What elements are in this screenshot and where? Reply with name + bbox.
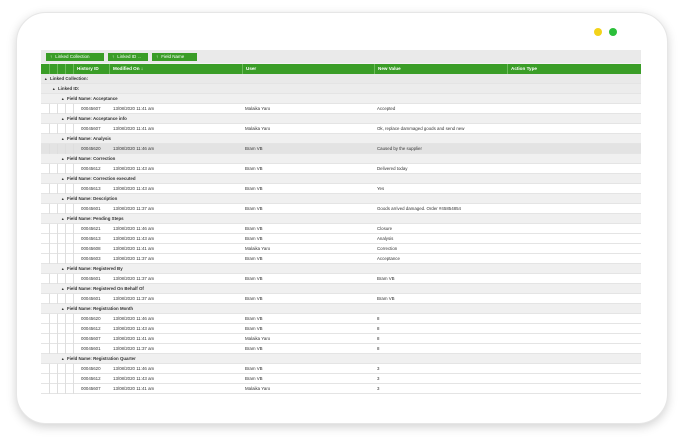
modified-on-cell: 13/08/2020 11:41 am [113,106,155,111]
history-id-cell: 00045612 [81,326,101,331]
modified-on-cell: 13/08/2020 11:37 am [113,296,155,301]
new-value-cell: Caused by the supplier [377,146,422,151]
modified-on-cell: 13/08/2020 11:43 am [113,186,155,191]
row-gutter [65,234,74,244]
group-row-label: Field Name: Registered By [67,266,123,271]
user-cell: Bram VB [245,326,263,331]
collapse-triangle-icon[interactable]: ▲ [61,157,65,161]
group-row[interactable] [41,134,641,144]
group-row-label: Field Name: Description [67,196,118,201]
table-row[interactable] [41,314,641,324]
user-cell: Bram VB [245,226,263,231]
new-value-cell: Yes [377,186,385,191]
row-gutter [65,314,74,324]
column-header-label: Modified On [113,66,140,71]
header-gutter [41,64,49,74]
table-row[interactable] [41,184,641,194]
modified-on-cell: 13/08/2020 11:37 am [113,206,155,211]
history-id-cell: 00045603 [81,256,101,261]
table-row[interactable] [41,324,641,334]
row-gutter [65,254,74,264]
table-row[interactable] [41,104,641,114]
arrow-up-icon: ↑ [50,54,53,59]
column-header-new-value[interactable] [374,64,507,74]
modified-on-cell: 13/08/2020 11:46 am [113,316,155,321]
user-cell: Bram VB [245,166,263,171]
row-gutter [65,274,74,284]
group-row[interactable] [41,114,641,124]
group-row-label: Field Name: Registered On Behalf Of [67,286,144,291]
header-gutter [65,64,73,74]
user-cell: Malaika Yaro [245,106,271,111]
new-value-cell: Acceptance [377,256,400,261]
modified-on-cell: 13/08/2020 11:43 am [113,376,155,381]
modified-on-cell: 13/08/2020 11:43 am [113,166,155,171]
group-row[interactable] [41,94,641,104]
row-gutter [65,104,74,114]
modified-on-cell: 13/08/2020 11:46 am [113,146,155,151]
table-row[interactable] [41,294,641,304]
history-id-cell: 00045608 [81,246,101,251]
row-gutter [65,324,74,334]
user-cell: Malaika Yaro [245,246,271,251]
history-id-cell: 00045613 [81,236,101,241]
history-id-cell: 00045601 [81,346,101,351]
green-dot-icon [609,28,617,36]
more-icon: .. [138,54,141,59]
history-id-cell: 00045607 [81,126,101,131]
column-header-label: New Value [378,66,401,71]
group-row-label: Linked ID: [58,86,80,91]
new-value-cell: 8 [377,326,380,331]
column-header-modified-on[interactable] [109,64,242,74]
yellow-dot-icon [594,28,602,36]
history-id-cell: 00045607 [81,386,101,391]
group-by-bar [41,50,641,63]
modified-on-cell: 13/08/2020 11:43 am [113,326,155,331]
row-gutter [65,124,74,134]
modified-on-cell: 13/08/2020 11:43 am [113,236,155,241]
modified-on-cell: 13/08/2020 11:41 am [113,386,155,391]
group-row-label: Field Name: Correction executed [67,176,136,181]
arrow-up-icon: ↑ [112,54,115,59]
group-row[interactable] [41,354,641,364]
table-row[interactable] [41,124,641,134]
row-gutter [65,334,74,344]
new-value-cell: Closure [377,226,393,231]
table-row[interactable] [41,224,641,234]
column-header-user[interactable] [242,64,374,74]
history-id-cell: 00045607 [81,106,101,111]
column-header-label: Action Type [511,66,537,71]
user-cell: Bram VB [245,316,263,321]
modified-on-cell: 13/08/2020 11:46 am [113,366,155,371]
new-value-cell: 8 [377,316,380,321]
column-header-label: User [246,66,257,71]
new-value-cell: 3 [377,386,380,391]
history-id-cell: 00045620 [81,316,101,321]
collapse-triangle-icon[interactable]: ▲ [61,177,65,181]
collapse-triangle-icon[interactable]: ▲ [52,87,56,91]
column-header-action-type[interactable] [507,64,641,74]
modified-on-cell: 13/08/2020 11:37 am [113,256,155,261]
history-id-cell: 00045620 [81,366,101,371]
table-row[interactable] [41,164,641,174]
group-row-label: Field Name: Acceptance [67,96,118,101]
group-chip-label: Linked Collection [55,54,90,59]
new-value-cell: 8 [377,336,380,341]
history-id-cell: 00045601 [81,296,101,301]
new-value-cell: Analysis [377,236,394,241]
group-row-label: Field Name: Acceptance info [67,116,127,121]
row-gutter [65,184,74,194]
group-row[interactable] [41,154,641,164]
header-gutter [49,64,57,74]
collapse-triangle-icon[interactable]: ▲ [61,117,65,121]
new-value-cell: Bram VB [377,276,395,281]
table-row[interactable] [41,364,641,374]
collapse-triangle-icon[interactable]: ▲ [61,97,65,101]
table-row[interactable] [41,244,641,254]
group-row-label: Field Name: Correction [67,156,116,161]
user-cell: Bram VB [245,256,263,261]
user-cell: Bram VB [245,296,263,301]
group-row-label: Field Name: Registration Quarter [67,356,136,361]
group-row[interactable] [41,304,641,314]
new-value-cell: Accepted [377,106,396,111]
sort-descending-icon: ↓ [140,66,144,71]
collapse-triangle-icon[interactable]: ▲ [61,197,65,201]
new-value-cell: 3 [377,376,380,381]
group-row[interactable] [41,194,641,204]
modified-on-cell: 13/08/2020 11:41 am [113,336,155,341]
new-value-cell: Goods arrived damaged. Order #45854854 [377,206,461,211]
modified-on-cell: 13/08/2020 11:41 am [113,126,155,131]
user-cell: Malaika Yaro [245,386,271,391]
user-cell: Bram VB [245,236,263,241]
collapse-triangle-icon[interactable]: ▲ [61,267,65,271]
row-gutter [65,244,74,254]
group-row[interactable] [41,214,641,224]
new-value-cell: Delivered today [377,166,408,171]
table-row[interactable] [41,144,641,154]
group-row[interactable] [41,174,641,184]
group-row[interactable] [41,264,641,274]
row-gutter [65,344,74,354]
table-row[interactable] [41,344,641,354]
table-row[interactable] [41,374,641,384]
row-gutter [65,144,74,154]
row-gutter [65,164,74,174]
column-header-label: History ID [77,66,99,71]
history-id-cell: 00045612 [81,376,101,381]
table-row[interactable] [41,254,641,264]
group-row-label: Field Name: Registration Month [67,306,134,311]
history-grid [41,50,641,391]
history-id-cell: 00045601 [81,206,101,211]
header-gutter [57,64,65,74]
group-chip-linked-id[interactable] [108,53,148,61]
collapse-triangle-icon[interactable]: ▲ [61,137,65,141]
arrow-up-icon: ↑ [156,54,159,59]
table-row[interactable] [41,204,641,214]
collapse-triangle-icon[interactable]: ▲ [61,357,65,361]
user-cell: Bram VB [245,346,263,351]
group-row-label: Field Name: Pending Steps [67,216,124,221]
table-row[interactable] [41,384,641,394]
new-value-cell: Bram VB [377,296,395,301]
history-id-cell: 00045621 [81,226,101,231]
user-cell: Malaika Yaro [245,126,271,131]
table-row[interactable] [41,334,641,344]
group-chip-field-name[interactable] [152,53,197,61]
history-id-cell: 00045613 [81,186,101,191]
new-value-cell: 8 [377,346,380,351]
group-row[interactable] [41,74,641,84]
row-gutter [65,224,74,234]
new-value-cell: Ok, replace dammaged goods and send new [377,126,465,131]
group-row[interactable] [41,284,641,294]
column-header-row [41,64,641,74]
history-id-cell: 00045620 [81,146,101,151]
new-value-cell: 3 [377,366,380,371]
grid-body [41,74,641,394]
user-cell: Bram VB [245,366,263,371]
table-row[interactable] [41,274,641,284]
history-id-cell: 00045607 [81,336,101,341]
collapse-triangle-icon[interactable]: ▲ [44,77,48,81]
modified-on-cell: 13/08/2020 11:37 am [113,346,155,351]
row-gutter [65,384,74,394]
user-cell: Bram VB [245,206,263,211]
user-cell: Bram VB [245,146,263,151]
row-gutter [65,204,74,214]
row-gutter [65,374,74,384]
group-row-label: Field Name: Analysis [67,136,112,141]
modified-on-cell: 13/08/2020 11:37 am [113,276,155,281]
user-cell: Bram VB [245,276,263,281]
collapse-triangle-icon[interactable]: ▲ [61,287,65,291]
collapse-triangle-icon[interactable]: ▲ [61,307,65,311]
collapse-triangle-icon[interactable]: ▲ [61,217,65,221]
new-value-cell: Correction [377,246,398,251]
modified-on-cell: 13/08/2020 11:46 am [113,226,155,231]
user-cell: Malaika Yaro [245,336,271,341]
table-row[interactable] [41,234,641,244]
group-row[interactable] [41,84,641,94]
history-id-cell: 00045612 [81,166,101,171]
history-id-cell: 00045601 [81,276,101,281]
row-gutter [65,364,74,374]
group-chip-linked-collection[interactable] [46,53,104,61]
group-chip-label: Linked ID [117,54,137,59]
user-cell: Bram VB [245,376,263,381]
group-row-label: Linked Collection: [50,76,89,81]
group-chip-label: Field Name [161,54,185,59]
column-header-history-id[interactable] [73,64,109,74]
row-gutter [65,294,74,304]
modified-on-cell: 13/08/2020 11:41 am [113,246,155,251]
user-cell: Bram VB [245,186,263,191]
